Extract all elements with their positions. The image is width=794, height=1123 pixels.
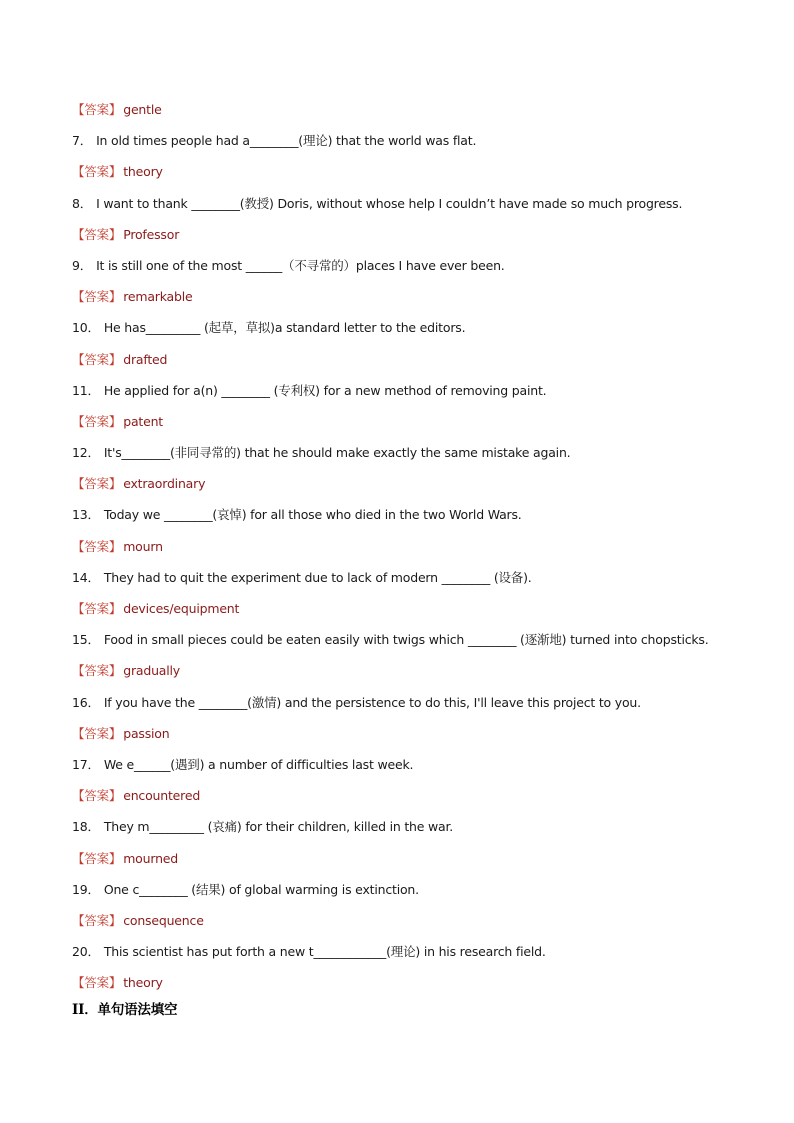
answer-text: consequence <box>123 912 204 928</box>
answer-text: passion <box>123 725 170 741</box>
answer-tag: 【答案】 <box>72 601 122 616</box>
answer-tag: 【答案】 <box>72 538 122 554</box>
answer-text: Professor <box>123 226 180 242</box>
question-line <box>72 568 722 599</box>
question-text: We e______(遇到) a number of difficulties last week. <box>103 756 414 772</box>
answer-tag: 【答案】 <box>72 351 122 367</box>
question-line <box>72 817 722 848</box>
answer-text: mourn <box>123 538 163 554</box>
answer-line <box>72 849 722 880</box>
question-line <box>72 318 722 349</box>
question-number: 11． <box>72 382 100 398</box>
question-line <box>72 131 722 162</box>
question-number: 12． <box>72 445 100 461</box>
answer-line <box>72 474 722 505</box>
answer-text: remarkable <box>123 289 193 305</box>
answer-tag: 【答案】 <box>72 413 122 429</box>
answer-tag: 【答案】 <box>72 788 122 804</box>
answer-tag: 【答案】 <box>72 164 122 180</box>
question-line <box>72 194 722 225</box>
answer-text: gradually <box>123 663 180 679</box>
question-number: 10． <box>72 320 100 336</box>
question-line <box>72 443 722 474</box>
question-text: If you have the ________(激情) and the persistence to do this, I'll leave this project to you. <box>103 694 641 710</box>
question-number: 9． <box>72 257 93 273</box>
question-line <box>72 755 722 786</box>
answer-tag: 【答案】 <box>72 975 122 991</box>
answer-tag: 【答案】 <box>72 912 122 928</box>
question-text: Food in small pieces could be eaten easily with twigs which ________ (逐渐地) turned into chopsticks. <box>103 632 709 648</box>
question-number: 16． <box>72 694 100 710</box>
answer-tag: 【答案】 <box>72 725 122 741</box>
question-line <box>72 381 722 412</box>
answer-text: patent <box>123 413 164 429</box>
answer-text: gentle <box>123 102 162 117</box>
question-number: 17． <box>72 756 100 772</box>
answer-line <box>72 100 722 131</box>
question-line <box>72 505 722 536</box>
question-number: 20． <box>72 944 100 960</box>
question-line <box>72 880 722 911</box>
question-text: It is still one of the most ______（不寻常的）places I have ever been. <box>96 257 505 273</box>
answer-line <box>72 786 722 817</box>
answer-line <box>72 661 722 692</box>
question-number: 13． <box>72 507 100 523</box>
answer-text: mourned <box>123 850 179 866</box>
question-number: 19． <box>72 881 100 897</box>
answer-line <box>72 412 722 443</box>
answer-text: theory <box>123 975 163 991</box>
question-text: They had to quit the experiment due to lack of modern ________ (设备). <box>103 569 532 585</box>
question-text: He has_________ (起草，草拟)a standard letter to the editors. <box>103 320 466 336</box>
question-line <box>72 693 722 724</box>
question-text: He applied for a(n) ________ (专利权) for a new method of removing paint. <box>103 382 547 398</box>
section-heading: II．单句语法填空 <box>72 1002 178 1019</box>
question-number: 18． <box>72 819 100 835</box>
answer-tag: 【答案】 <box>72 289 122 305</box>
answer-text: devices/equipment <box>123 601 240 616</box>
answer-text: extraordinary <box>123 476 206 492</box>
question-number: 8． <box>72 195 93 211</box>
answer-tag: 【答案】 <box>72 226 122 242</box>
question-line <box>72 630 722 661</box>
answer-line <box>72 225 722 256</box>
answer-line <box>72 599 722 630</box>
exercise-list <box>72 100 722 1032</box>
answer-line <box>72 162 722 193</box>
answer-text: drafted <box>123 351 168 367</box>
answer-line <box>72 287 722 318</box>
question-text: One c________ (结果) of global warming is extinction. <box>103 881 419 897</box>
answer-line <box>72 724 722 755</box>
answer-line <box>72 537 722 568</box>
answer-line <box>72 350 722 381</box>
answer-text: encountered <box>123 788 201 804</box>
question-number: 15． <box>72 632 100 648</box>
question-number: 7． <box>72 133 93 149</box>
question-text: It's________(非同寻常的) that he should make exactly the same mistake again. <box>103 445 571 461</box>
answer-line <box>72 911 722 942</box>
question-number: 14． <box>72 569 100 585</box>
question-line <box>72 256 722 287</box>
answer-tag: 【答案】 <box>72 476 122 492</box>
question-text: In old times people had a________(理论) that the world was flat. <box>96 133 477 149</box>
question-text: They m_________ (哀痛) for their children, killed in the war. <box>103 819 454 835</box>
answer-text: theory <box>123 164 163 180</box>
question-text: Today we ________(哀悼) for all those who died in the two World Wars. <box>103 507 522 523</box>
question-text: This scientist has put forth a new t____________(理论) in his research field. <box>103 944 546 960</box>
answer-tag: 【答案】 <box>72 102 122 117</box>
answer-tag: 【答案】 <box>72 850 122 866</box>
answer-tag: 【答案】 <box>72 663 122 679</box>
question-line <box>72 942 722 973</box>
question-text: I want to thank ________(教授) Doris, without whose help I couldn’t have made so much progress. <box>96 195 683 211</box>
